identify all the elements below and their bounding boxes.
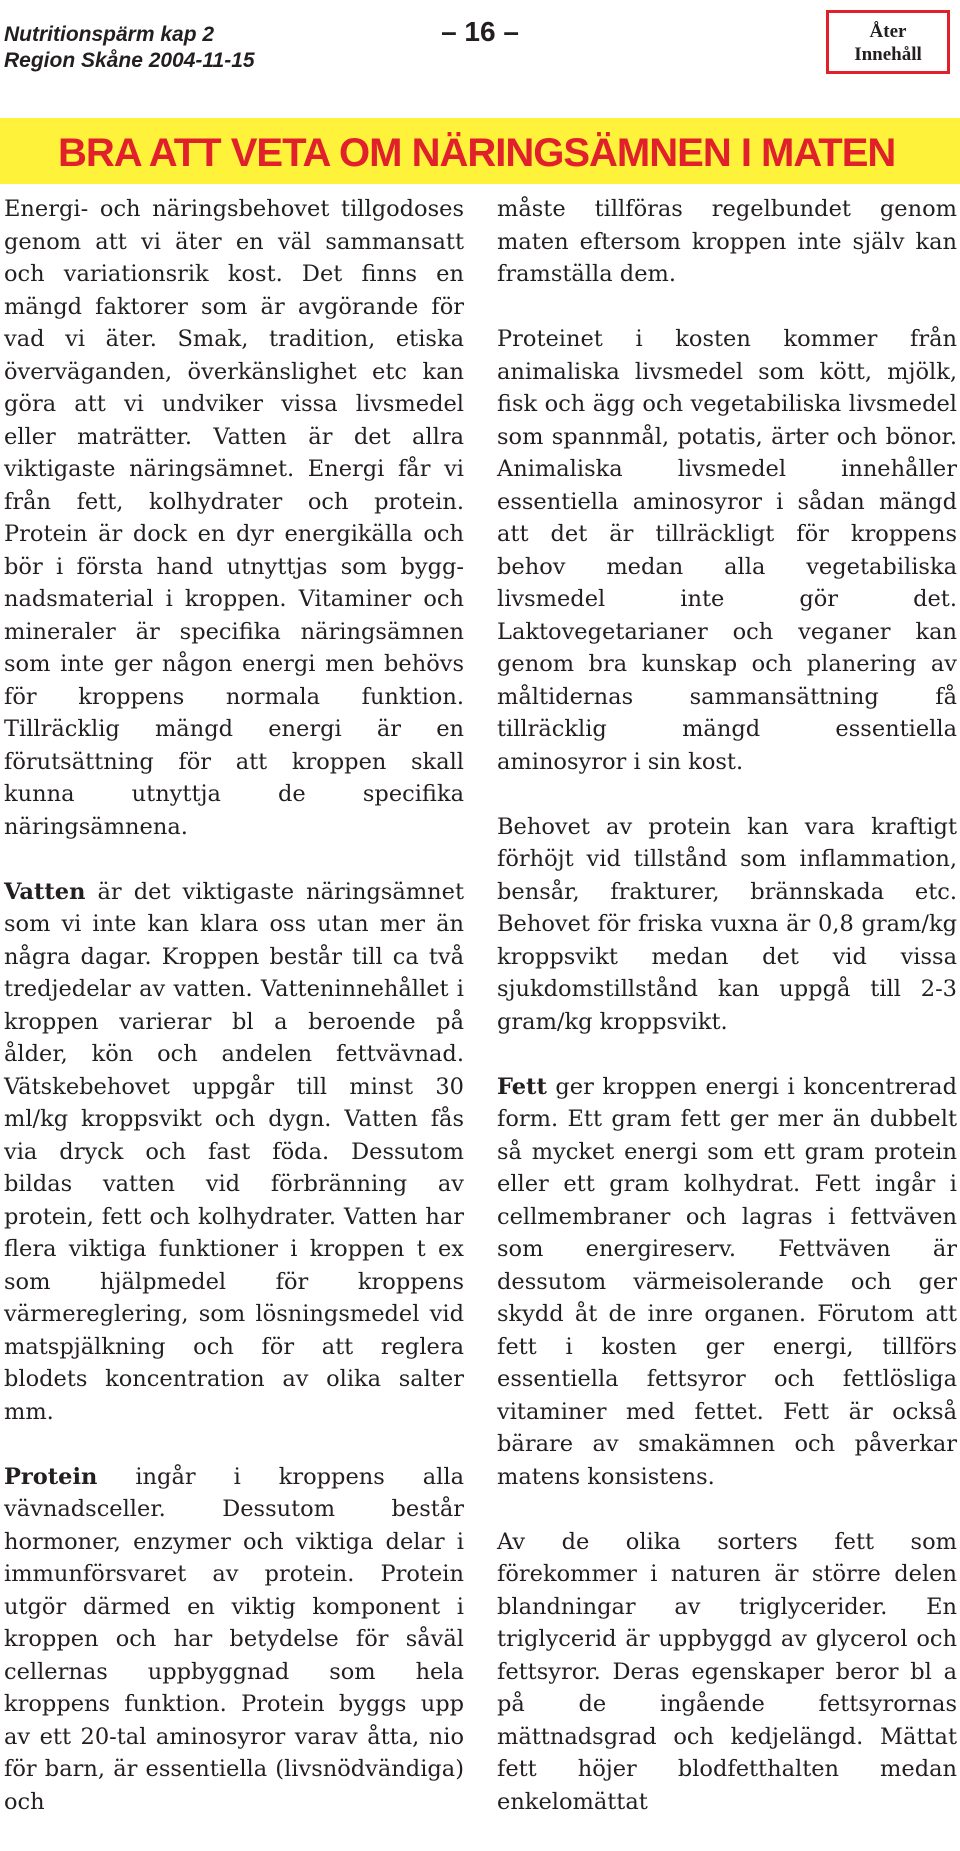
- document-header: [4, 22, 255, 74]
- protein-sources-paragraph: Proteinet i kosten kommer från animaliska livsmedel som kött, mjölk, fisk och ägg och vegetabiliska livsmedel som spannmål, potatis, ärter och bönor. Animaliska livsmedel innehåller essentiella aminosyror i sådan mängd att det är tillräckligt för kroppens behov medan alla vegetabiliska livsmedel inte gör det. Laktovegetarianer och veganer kan genom bra kunskap och planering av måltidernas sammansättning få tillräcklig mängd essentiella aminosyror i sin kost.: [497, 326, 957, 775]
- back-link-line-2: Innehåll: [854, 44, 922, 65]
- fat-paragraph: [497, 1071, 957, 1494]
- region-date: Region Skåne 2004-11-15: [4, 49, 255, 72]
- back-to-contents-link[interactable]: [826, 10, 950, 74]
- protein-paragraph: [4, 1461, 464, 1819]
- intro-paragraph: Energi- och näringsbehovet tillgodoses genom att vi äter en väl sammansatt och variationsrik kost. Det finns en mängd faktorer som är avgörande för vad vi äter. Smak, tradition, etiska överväganden, överkänslighet etc kan göra att vi undviker vissa livsmedel eller maträtter. Vatten är det allra viktigaste näringsämnet. Energi får vi från fett, kolhydrater och protein. Protein är dock en dyr energikälla och bör i första hand utnyttjas som byggnadsmaterial i kroppen. Vitaminer och mineraler är specifika näringsämnen som inte ger någon energi men behövs för kroppens normala funktion. Tillräcklig mängd energi är en förutsättning för att kroppen skall kunna utnyttja de specifika näringsämnena.: [4, 196, 464, 840]
- title-band: [0, 118, 960, 184]
- back-link-line-1: Åter: [869, 21, 907, 42]
- water-body: är det viktigaste näringsämnet som vi inte kan klara oss utan mer än några dagar. Kroppen består till ca två tredjedelar av vatten. Vatteninnehållet i kroppen varierar bl a beroende på ålder, kön och andelen fettvävnad. Vätskebehovet uppgår till minst 30 ml/kg kroppsvikt och dygn. Vatten fås via dryck och fast föda. Dessutom bildas vatten vid förbränning av protein, fett och kolhydrater. Vatten har flera viktiga funktioner i kroppen t ex som hjälpmedel för kroppens värmereglering, som lösningsmedel vid matspjälkning och för att reglera blodets koncentration av olika salter mm.: [4, 878, 464, 1425]
- page-number: – 16 –: [441, 16, 519, 47]
- page-title: BRA ATT VETA OM NÄRINGSÄMNEN I MATEN: [58, 131, 896, 175]
- water-paragraph: [4, 876, 464, 1429]
- protein-lead: Protein: [4, 1463, 98, 1490]
- triglyceride-paragraph: Av de olika sorters fett som förekommer i naturen är större delen blandningar av triglycerider. En triglycerid är uppbyggd av glycerol och fettsyror. Deras egenskaper beror bl a på de ingående fettsyrornas mättnadsgrad och kedjelängd. Mättat fett höjer blodfetthalten medan enkelomättat: [497, 1528, 957, 1815]
- right-column: [497, 193, 957, 1851]
- protein-need-paragraph: Behovet av protein kan vara kraftigt förhöjt vid tillstånd som inflammation, bensår, frakturer, brännskada etc. Behovet för friska vuxna är 0,8 gram/kg kroppsvikt medan det vid vissa sjukdomstillstånd kan uppgå till 2-3 gram/kg kroppsvikt.: [497, 813, 957, 1035]
- left-column: [4, 193, 464, 1851]
- fat-body: ger kroppen energi i koncentrerad form. Ett gram fett ger mer än dubbelt så mycket energi som ett gram protein eller ett gram kolhydrat. Fett ingår i cellmembraner och lagras i fettväven som energireserv. Fettväven är dessutom värmeisolerande och ger skydd åt de inre organen. Förutom att fett i kosten ger energi, tillförs essentiella fettsyror och fettlösliga vitaminer med fettet. Fett är också bärare av smakämnen och påverkar matens konsistens.: [497, 1073, 957, 1490]
- water-lead: Vatten: [4, 878, 86, 905]
- protein-body: ingår i kroppens alla vävnadsceller. Dessutom består hormoner, enzymer och viktiga delar i immunförsvaret av protein. Protein utgör därmed en viktig komponent i kroppen och har betydelse för såväl cellernas uppbyggnad som hela kroppens funktion. Protein byggs upp av ett 20-tal aminosyror varav åtta, nio för barn, är essentiella (livsnödvändiga) och: [4, 1463, 464, 1815]
- fat-lead: Fett: [497, 1073, 547, 1100]
- document-title: Nutritionspärm kap 2: [4, 23, 215, 46]
- protein-continued-paragraph: måste tillföras regelbundet genom maten eftersom kroppen inte själv kan framställa dem.: [497, 196, 957, 287]
